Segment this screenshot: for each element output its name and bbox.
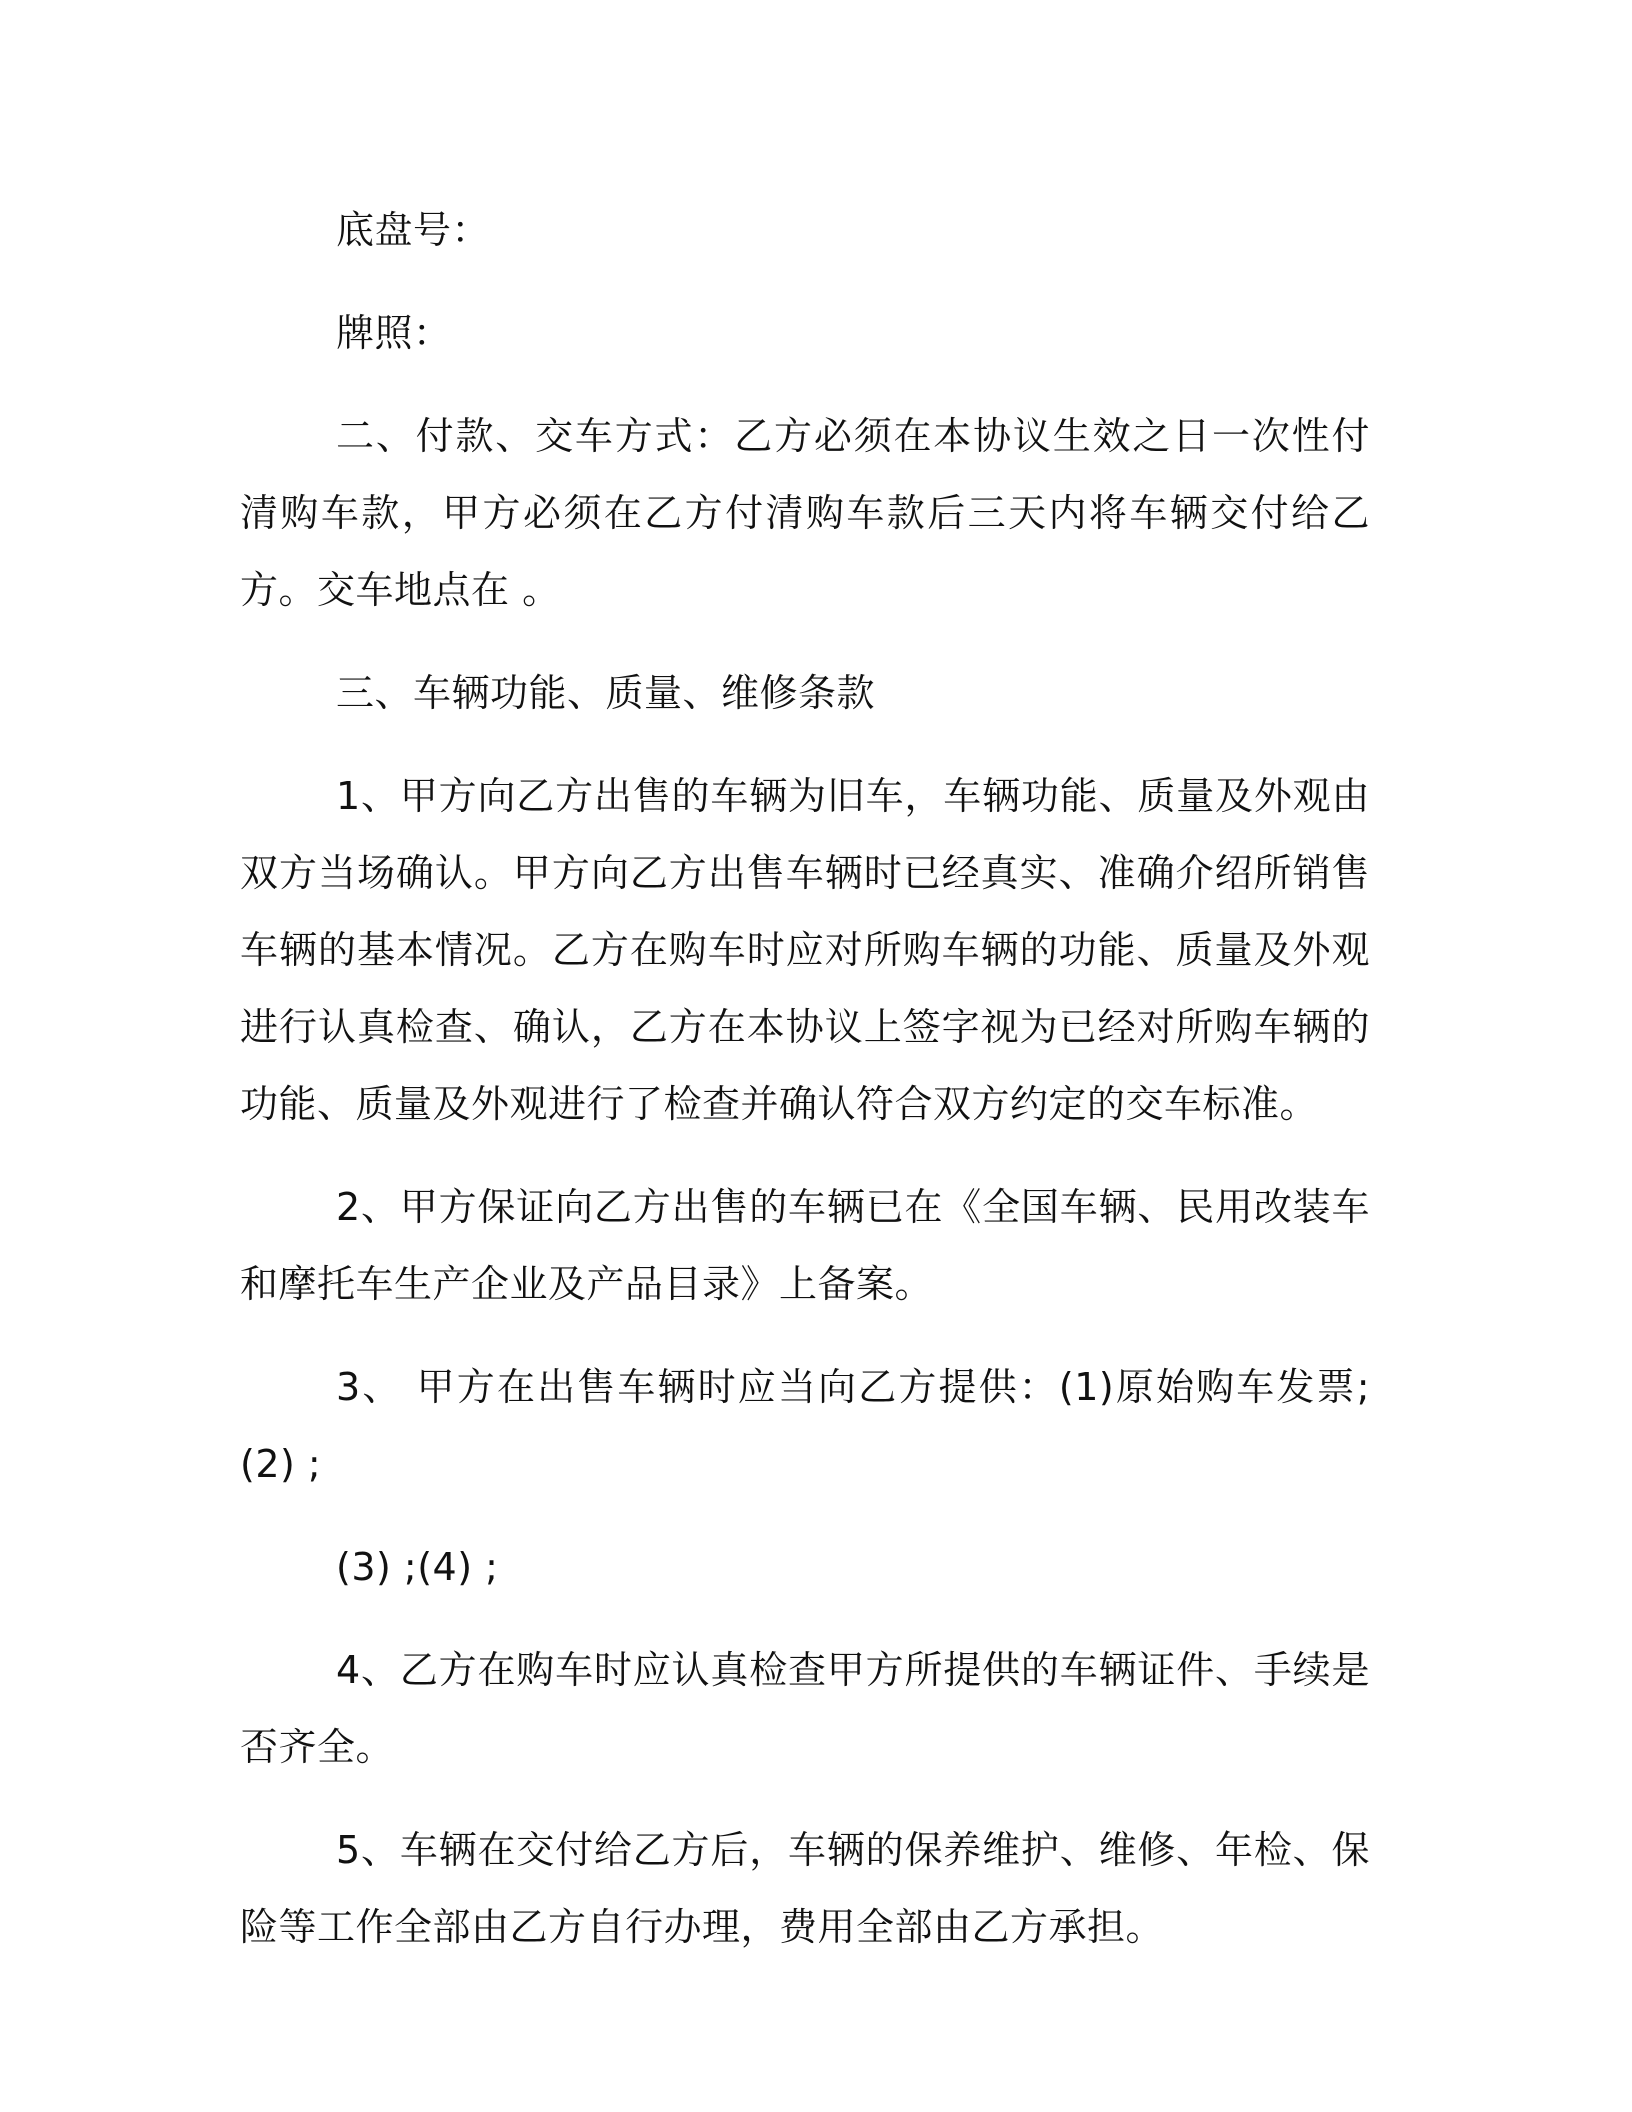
clause-item-5: 5、车辆在交付给乙方后，车辆的保养维护、维修、年检、保险等工作全部由乙方自行办理，费用全部由乙方承担。 <box>240 1828 1370 1949</box>
section-heading-vehicle-quality: 三、车辆功能、质量、维修条款 <box>336 671 876 715</box>
clause-item-2: 2、甲方保证向乙方出售的车辆已在《全国车辆、民用改装车和摩托车生产企业及产品目录》上备案。 <box>240 1185 1370 1306</box>
clause-item-3: 3、 甲方在出售车辆时应当向乙方提供：(1)原始购车发票;(2) ; <box>240 1365 1370 1486</box>
clause-item-1: 1、甲方向乙方出售的车辆为旧车，车辆功能、质量及外观由双方当场确认。甲方向乙方出售车辆时已经真实、准确介绍所销售车辆的基本情况。乙方在购车时应对所购车辆的功能、质量及外观进行认真检查、确认，乙方在本协议上签字视为已经对所购车辆的功能、质量及外观进行了检查并确认符合双方约定的交车标准。 <box>240 774 1370 1126</box>
document-body <box>240 192 1370 1992</box>
field-license-plate: 牌照： <box>336 311 452 355</box>
clause-item-3-continued: (3) ;(4) ; <box>336 1545 499 1589</box>
clause-payment-delivery: 二、付款、交车方式：乙方必须在本协议生效之日一次性付清购车款，甲方必须在乙方付清购车款后三天内将车辆交付给乙方。交车地点在 。 <box>240 414 1370 612</box>
clause-item-4: 4、乙方在购车时应认真检查甲方所提供的车辆证件、手续是否齐全。 <box>240 1648 1370 1769</box>
field-chassis-number: 底盘号： <box>336 208 491 252</box>
